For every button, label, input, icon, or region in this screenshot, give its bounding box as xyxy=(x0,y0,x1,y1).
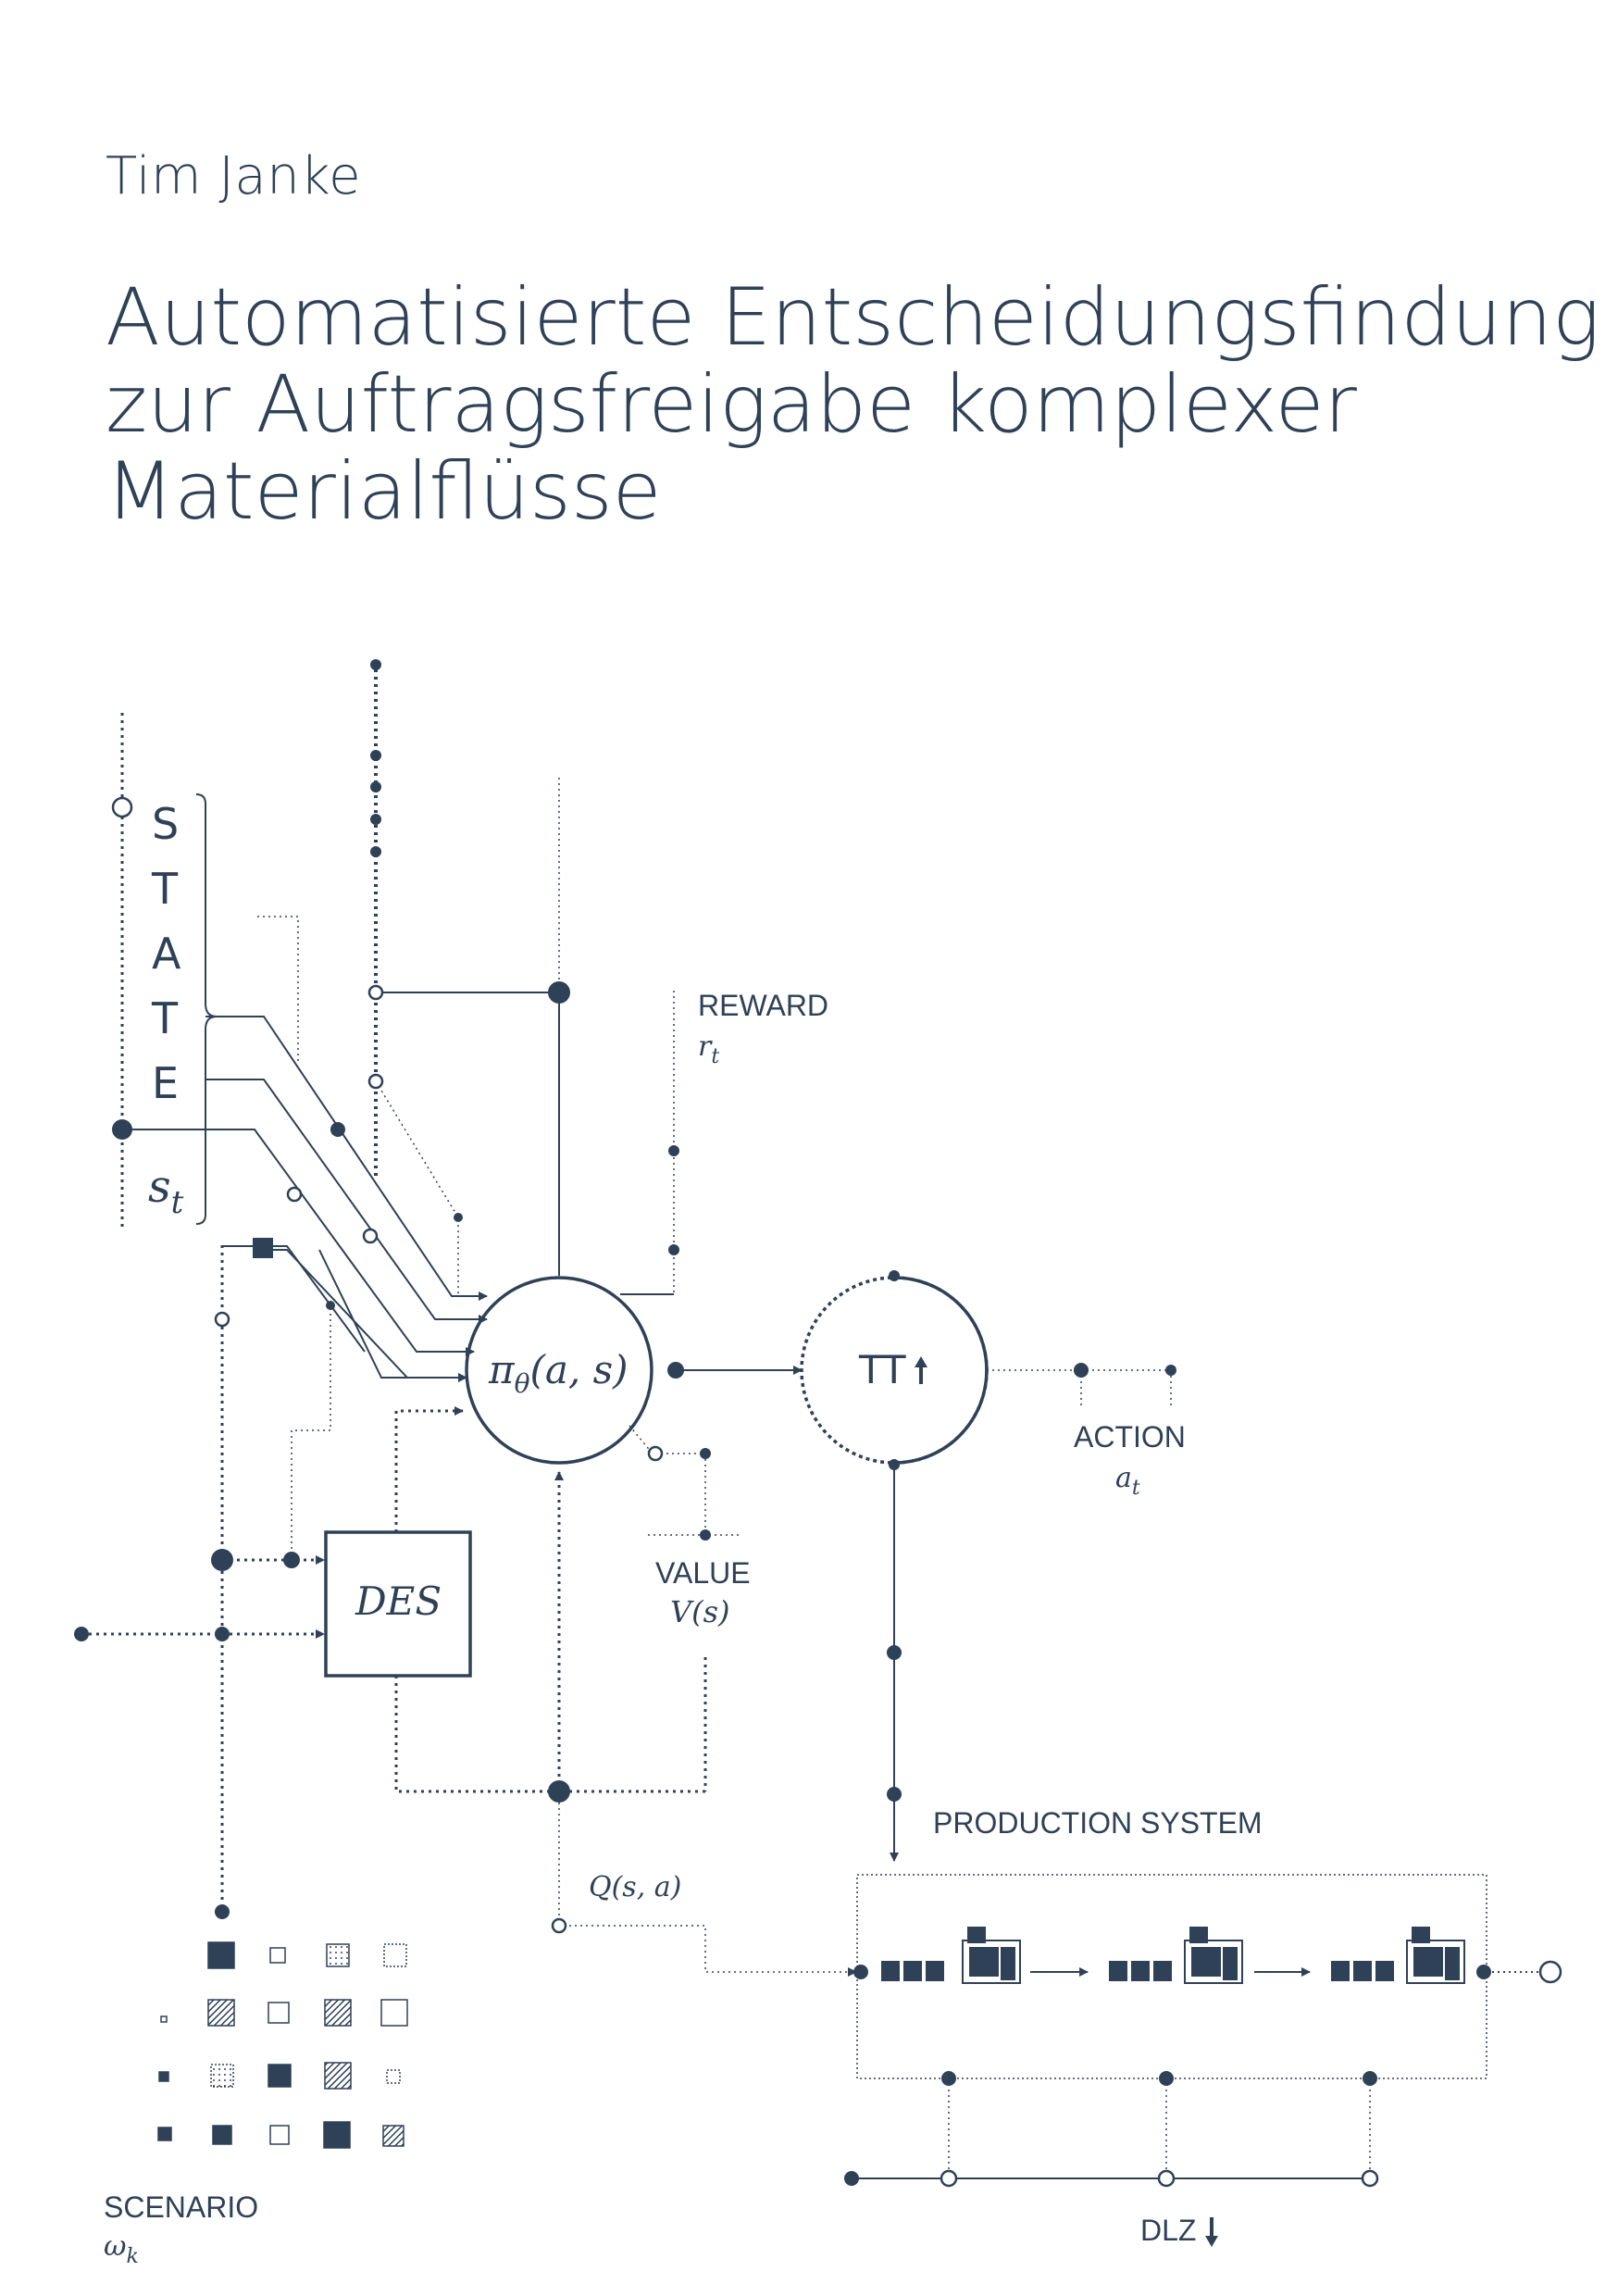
reward-symbol: $r_t$ xyxy=(698,1030,720,1068)
des-label: DES xyxy=(355,1578,442,1624)
state-letter-t2: T xyxy=(152,993,179,1043)
workpiece-stack-icon xyxy=(881,1961,1394,1981)
action-symbol: $a_t$ xyxy=(1115,1462,1140,1500)
state-brace xyxy=(196,794,217,1224)
state-letter-t1: T xyxy=(152,864,179,914)
value-symbol: V(s) xyxy=(670,1594,730,1629)
value-label: VALUE xyxy=(655,1556,751,1590)
reward-label: REWARD xyxy=(698,989,829,1022)
scenario-symbol: $\omega_k$ xyxy=(104,2230,139,2268)
title-line-2: zur Auftragsfreigabe komplexer xyxy=(106,358,1357,451)
action-label: ACTION xyxy=(1074,1420,1186,1454)
state-letter-a: A xyxy=(152,929,181,979)
state-letter-e: E xyxy=(152,1058,180,1108)
q-symbol: Q(s, a) xyxy=(589,1871,682,1903)
production-label: PRODUCTION SYSTEM xyxy=(933,1806,1263,1840)
tt-label: TT xyxy=(859,1347,906,1392)
state-symbol: $s_t$ xyxy=(148,1161,184,1221)
arrow-down-icon xyxy=(1205,2217,1218,2247)
dlz-label: DLZ xyxy=(1140,2214,1197,2247)
scenario-grid xyxy=(158,1942,407,2148)
policy-label: $\pi_\theta(a$, s) xyxy=(489,1347,629,1399)
scenario-label: SCENARIO xyxy=(104,2190,259,2224)
state-letter-s: S xyxy=(152,799,180,849)
arrow-up-icon xyxy=(915,1356,927,1384)
machine-icon-group xyxy=(881,1928,1464,1983)
title-line-3: Materialflüsse xyxy=(106,445,662,538)
title-line-1: Automatisierte Entscheidungsfindung xyxy=(106,271,1600,364)
author-name: Tim Janke xyxy=(106,146,362,206)
